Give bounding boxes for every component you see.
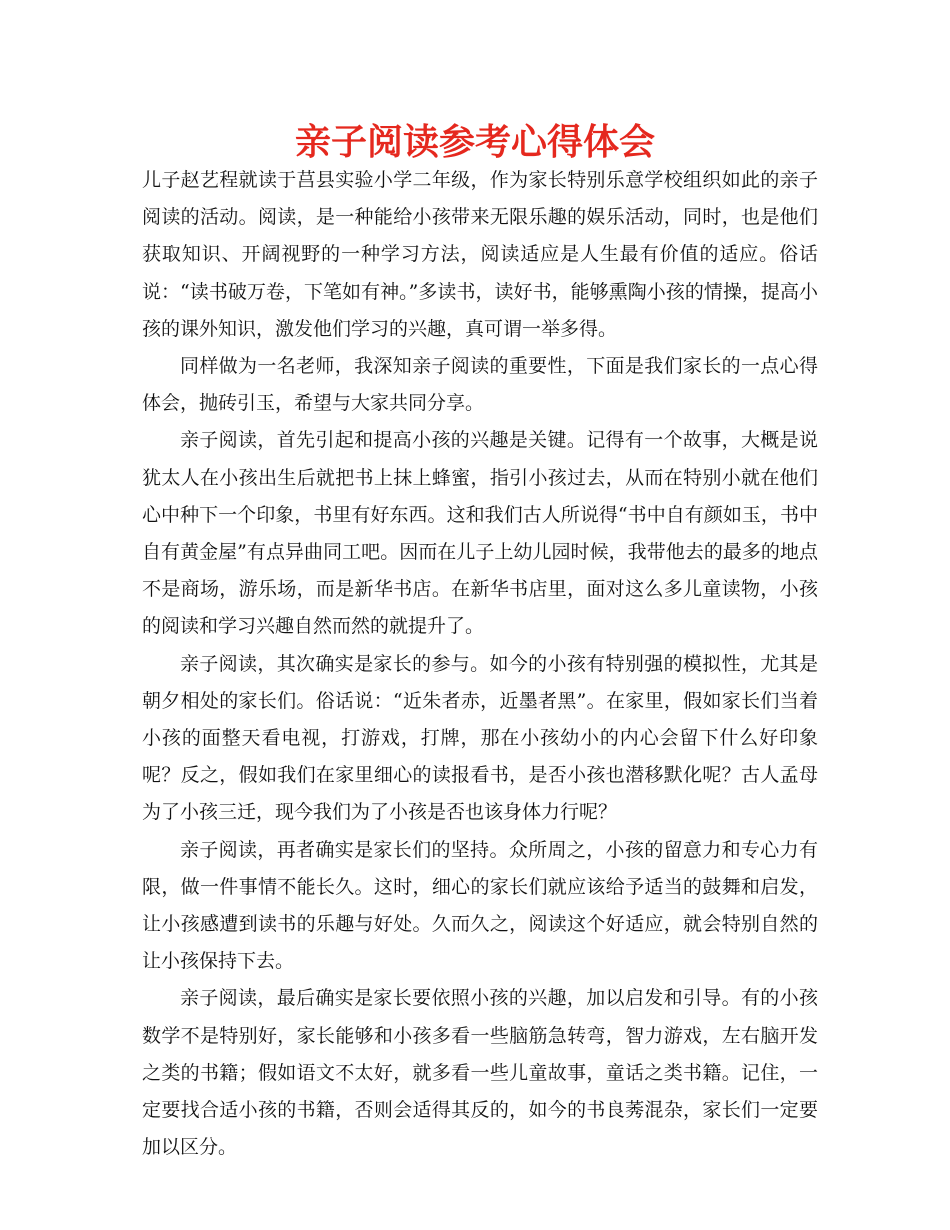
- document-body: [142, 162, 818, 1166]
- document-title: 亲子阅读参考心得体会: [294, 122, 655, 163]
- paragraph-2: 同样做为一名老师，我深知亲子阅读的重要性，下面是我们家长的一点心得体会，抛砖引玉，希望与大家共同分享。: [142, 355, 818, 415]
- paragraph-4: 亲子阅读，其次确实是家长的参与。如今的小孩有特别强的模拟性，尤其是朝夕相处的家长们。俗话说：“近朱者赤，近墨者黑”。在家里，假如家长们当着小孩的面整天看电视，打游戏，打牌，那在小孩幼小的内心会留下什么好印象呢？反之，假如我们在家里细心的读报看书，是否小孩也潜移默化呢？古人孟母为了小孩三迁，现今我们为了小孩是否也该身体力行呢？: [142, 652, 818, 824]
- paragraph-5: 亲子阅读，再者确实是家长们的坚持。众所周之，小孩的留意力和专心力有限，做一件事情不能长久。这时，细心的家长们就应该给予适当的鼓舞和启发，让小孩感遭到读书的乐趣与好处。久而久之，阅读这个好适应，就会特别自然的让小孩保持下去。: [142, 838, 818, 973]
- paragraph-1: 儿子赵艺程就读于莒县实验小学二年级，作为家长特别乐意学校组织如此的亲子阅读的活动。阅读，是一种能给小孩带来无限乐趣的娱乐活动，同时，也是他们获取知识、开阔视野的一种学习方法，阅读适应是人生最有价值的适应。俗话说：“读书破万卷，下笔如有神。”多读书，读好书，能够熏陶小孩的情操，提高小孩的课外知识，激发他们学习的兴趣，真可谓一举多得。: [142, 169, 818, 340]
- paragraph-3: 亲子阅读，首先引起和提高小孩的兴趣是关键。记得有一个故事，大概是说犹太人在小孩出生后就把书上抹上蜂蜜，指引小孩过去，从而在特别小就在他们心中种下一个印象，书里有好东西。这和我们古人所说得“书中自有颜如玉，书中自有黄金屋”有点异曲同工吧。因而在儿子上幼儿园时候，我带他去的最多的地点不是商场，游乐场，而是新华书店。在新华书店里，面对这么多儿童读物，小孩的阅读和学习兴趣自然而然的就提升了。: [142, 429, 818, 638]
- paragraph-6: 亲子阅读，最后确实是家长要依照小孩的兴趣，加以启发和引导。有的小孩数学不是特别好，家长能够和小孩多看一些脑筋急转弯，智力游戏，左右脑开发之类的书籍；假如语文不太好，就多看一些儿童故事，童话之类书籍。记住，一定要找合适小孩的书籍，否则会适得其反的，如今的书良莠混杂，家长们一定要加以区分。: [142, 987, 818, 1159]
